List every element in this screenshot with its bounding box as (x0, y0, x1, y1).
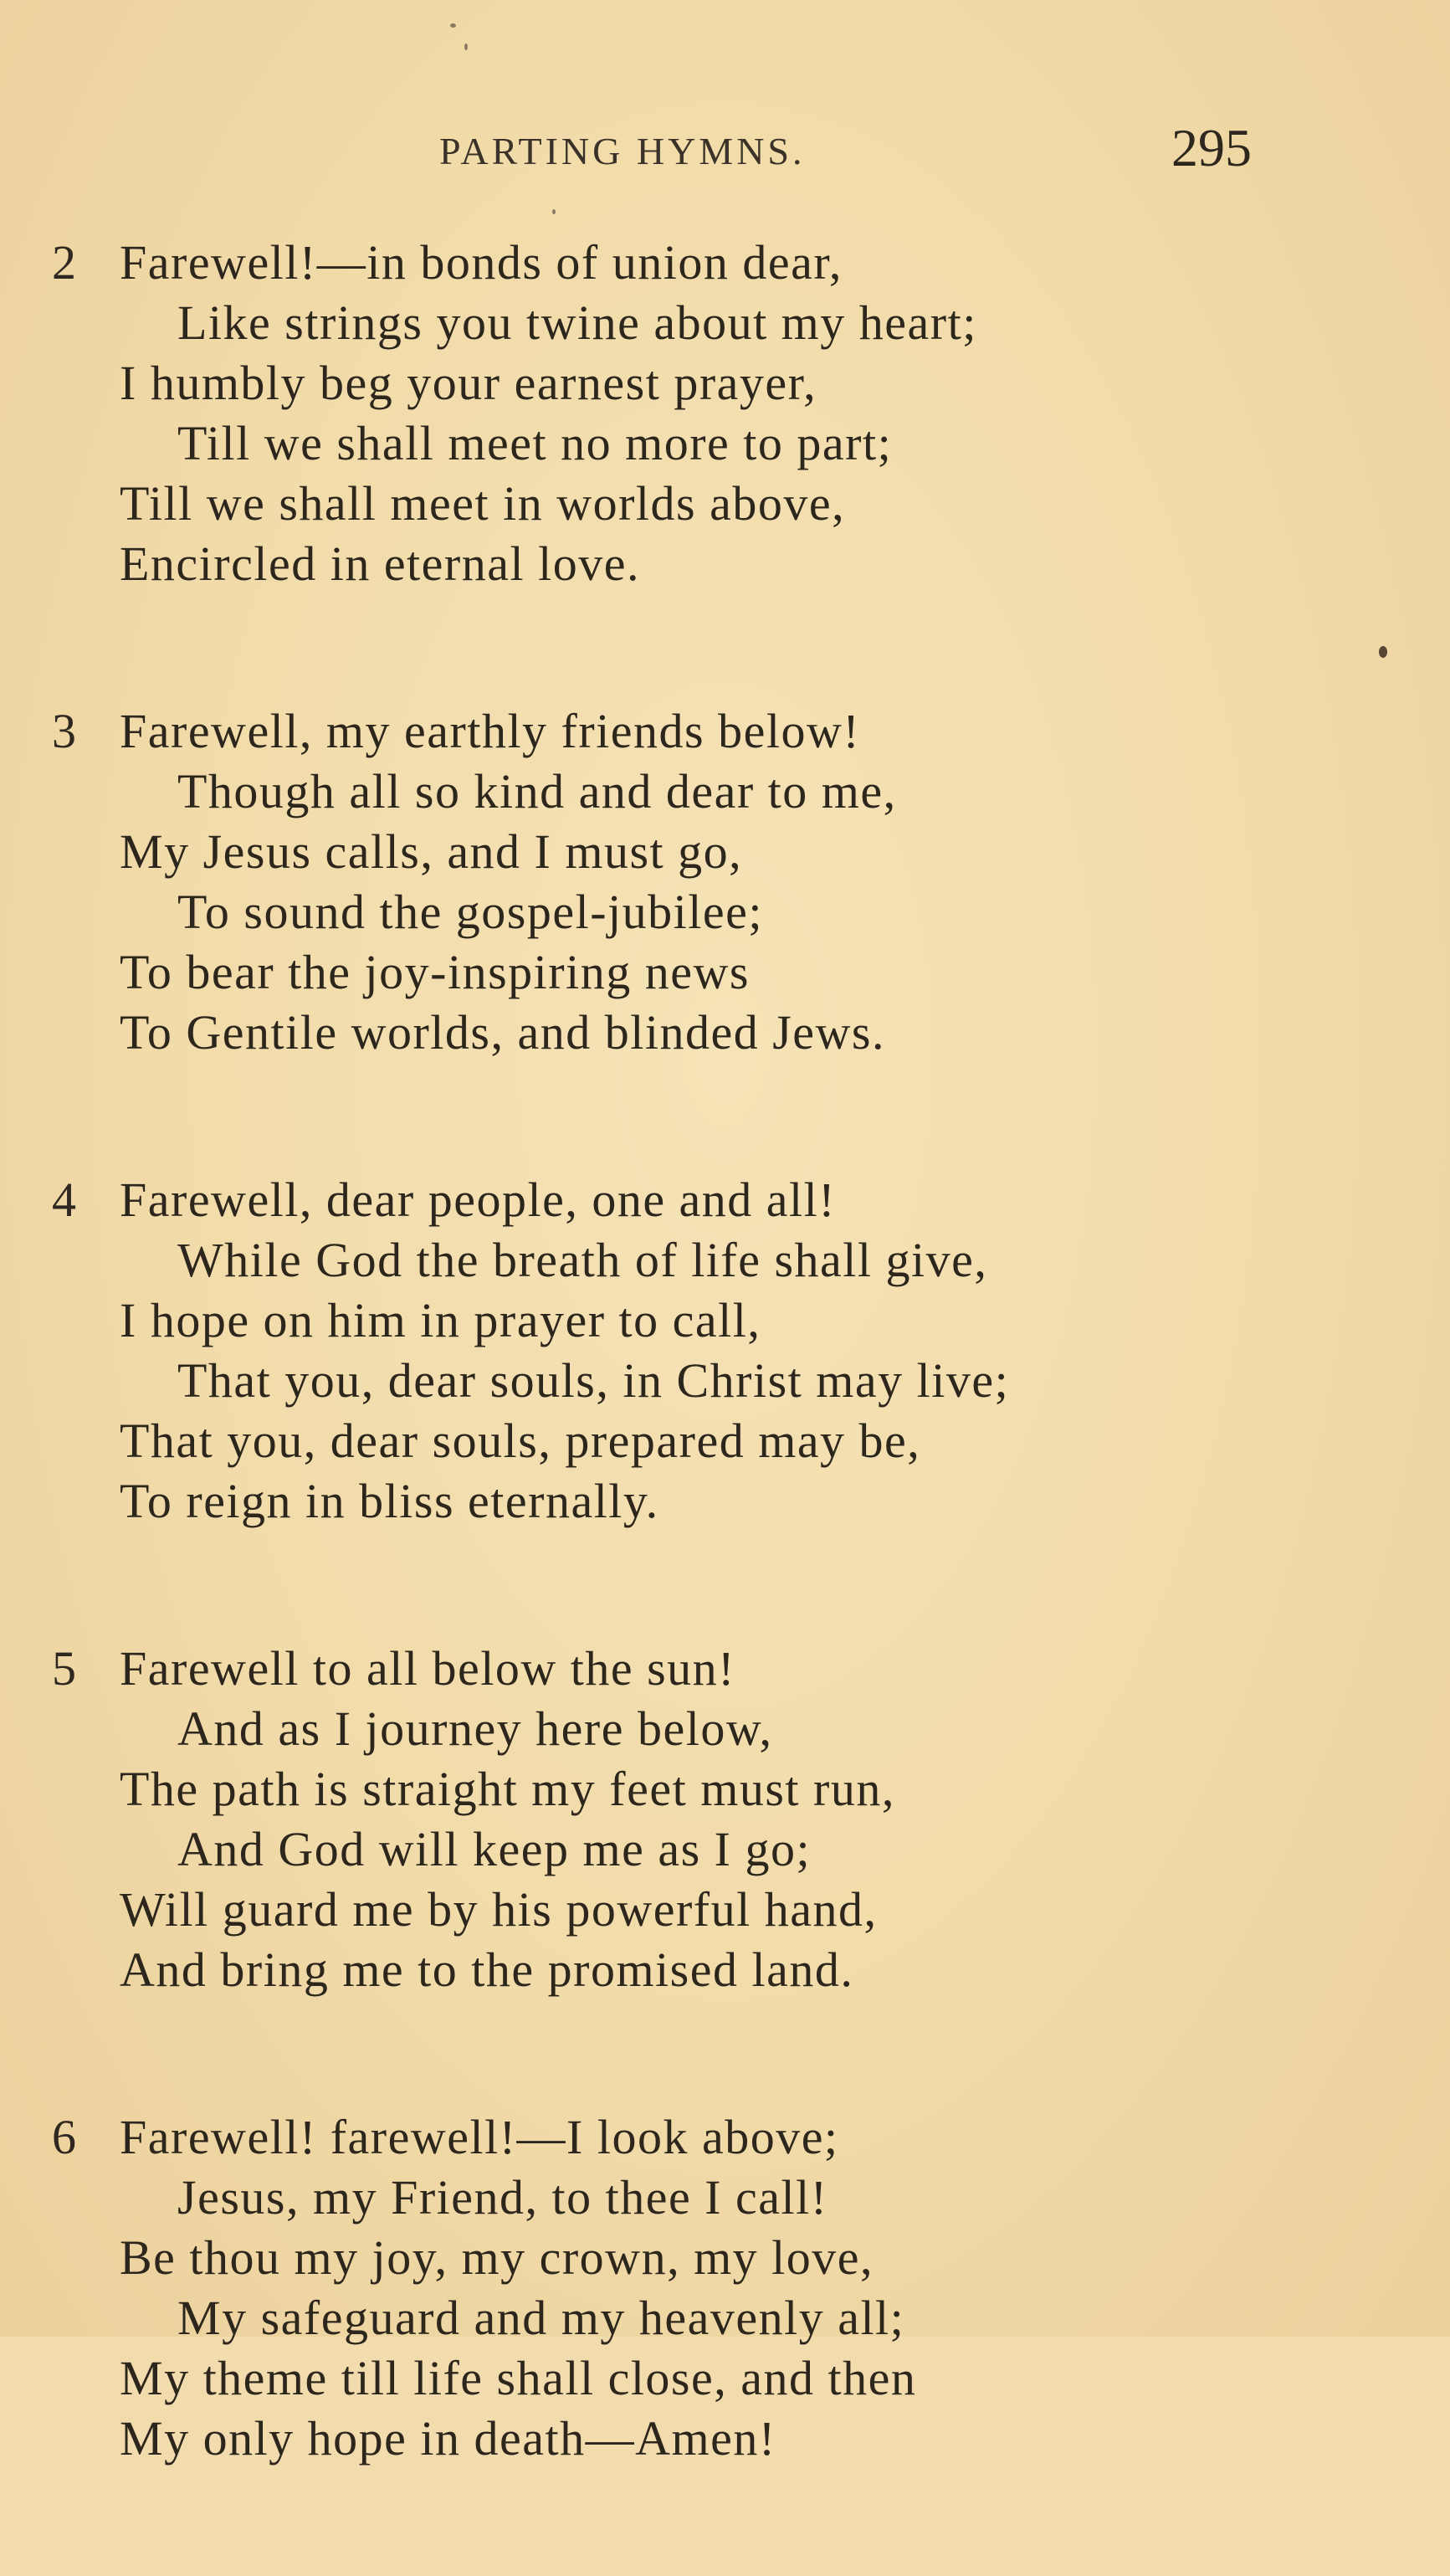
verse-number: 6 (52, 2110, 76, 2164)
verse-line: Encircled in eternal love. (120, 536, 640, 591)
verse-line: Till we shall meet no more to part; (177, 416, 893, 470)
verse-line: My Jesus calls, and I must go, (120, 824, 743, 879)
verse-line: Farewell to all below the sun! (120, 1641, 735, 1696)
verse-line: That you, dear souls, prepared may be, (120, 1414, 921, 1468)
verse-line: Farewell!—in bonds of union dear, (120, 235, 843, 290)
verse-line: Be thou my joy, my crown, my love, (120, 2230, 874, 2285)
verse-line: While God the breath of life shall give, (177, 1233, 988, 1287)
verse-line: Farewell, dear people, one and all! (120, 1173, 837, 1227)
verse (0, 701, 1450, 1063)
page-number: 295 (1171, 118, 1252, 177)
ink-speck (450, 23, 456, 28)
ink-speck (464, 44, 468, 50)
verse-line: I humbly beg your earnest prayer, (120, 356, 817, 410)
running-title: PARTING HYMNS. (439, 130, 806, 172)
verse-number: 2 (52, 235, 76, 290)
verse-number: 4 (52, 1173, 76, 1227)
verse-line: My theme till life shall close, and then (120, 2351, 917, 2405)
ink-speck (552, 209, 556, 214)
verse-line: And God will keep me as I go; (177, 1822, 812, 1876)
verse-line: Jesus, my Friend, to thee I call! (177, 2170, 828, 2224)
verse-line: To reign in bliss eternally. (120, 1474, 659, 1528)
verse-line: Farewell, my earthly friends below! (120, 704, 861, 758)
verse (0, 233, 1450, 594)
verse-line: That you, dear souls, in Christ may live; (177, 1353, 1010, 1408)
verse-line: Till we shall meet in worlds above, (120, 476, 846, 531)
verse-line: Though all so kind and dear to me, (177, 764, 897, 818)
verse-line: Will guard me by his powerful hand, (120, 1882, 878, 1937)
verse-line: To Gentile worlds, and blinded Jews. (120, 1005, 885, 1060)
verse-line: Farewell! farewell!—I look above; (120, 2110, 839, 2164)
verse-number: 5 (52, 1641, 76, 1696)
page-header (0, 117, 1450, 184)
verse-line: The path is straight my feet must run, (120, 1762, 895, 1816)
hymn-verses (0, 233, 1450, 2576)
verse-line: Like strings you twine about my heart; (177, 295, 977, 350)
verse-line: To sound the gospel-jubilee; (177, 885, 763, 939)
verse-line: To bear the joy-inspiring news (120, 945, 750, 999)
verse (0, 2107, 1450, 2469)
verse-number: 3 (52, 704, 76, 758)
verse-line: And as I journey here below, (177, 1701, 773, 1756)
verse (0, 1170, 1450, 1532)
verse-line: And bring me to the promised land. (120, 1942, 854, 1997)
verse (0, 1639, 1450, 2000)
verse-line: My safeguard and my heavenly all; (177, 2291, 905, 2345)
verse-line: I hope on him in prayer to call, (120, 1293, 761, 1347)
verse-line: My only hope in death—Amen! (120, 2411, 776, 2466)
